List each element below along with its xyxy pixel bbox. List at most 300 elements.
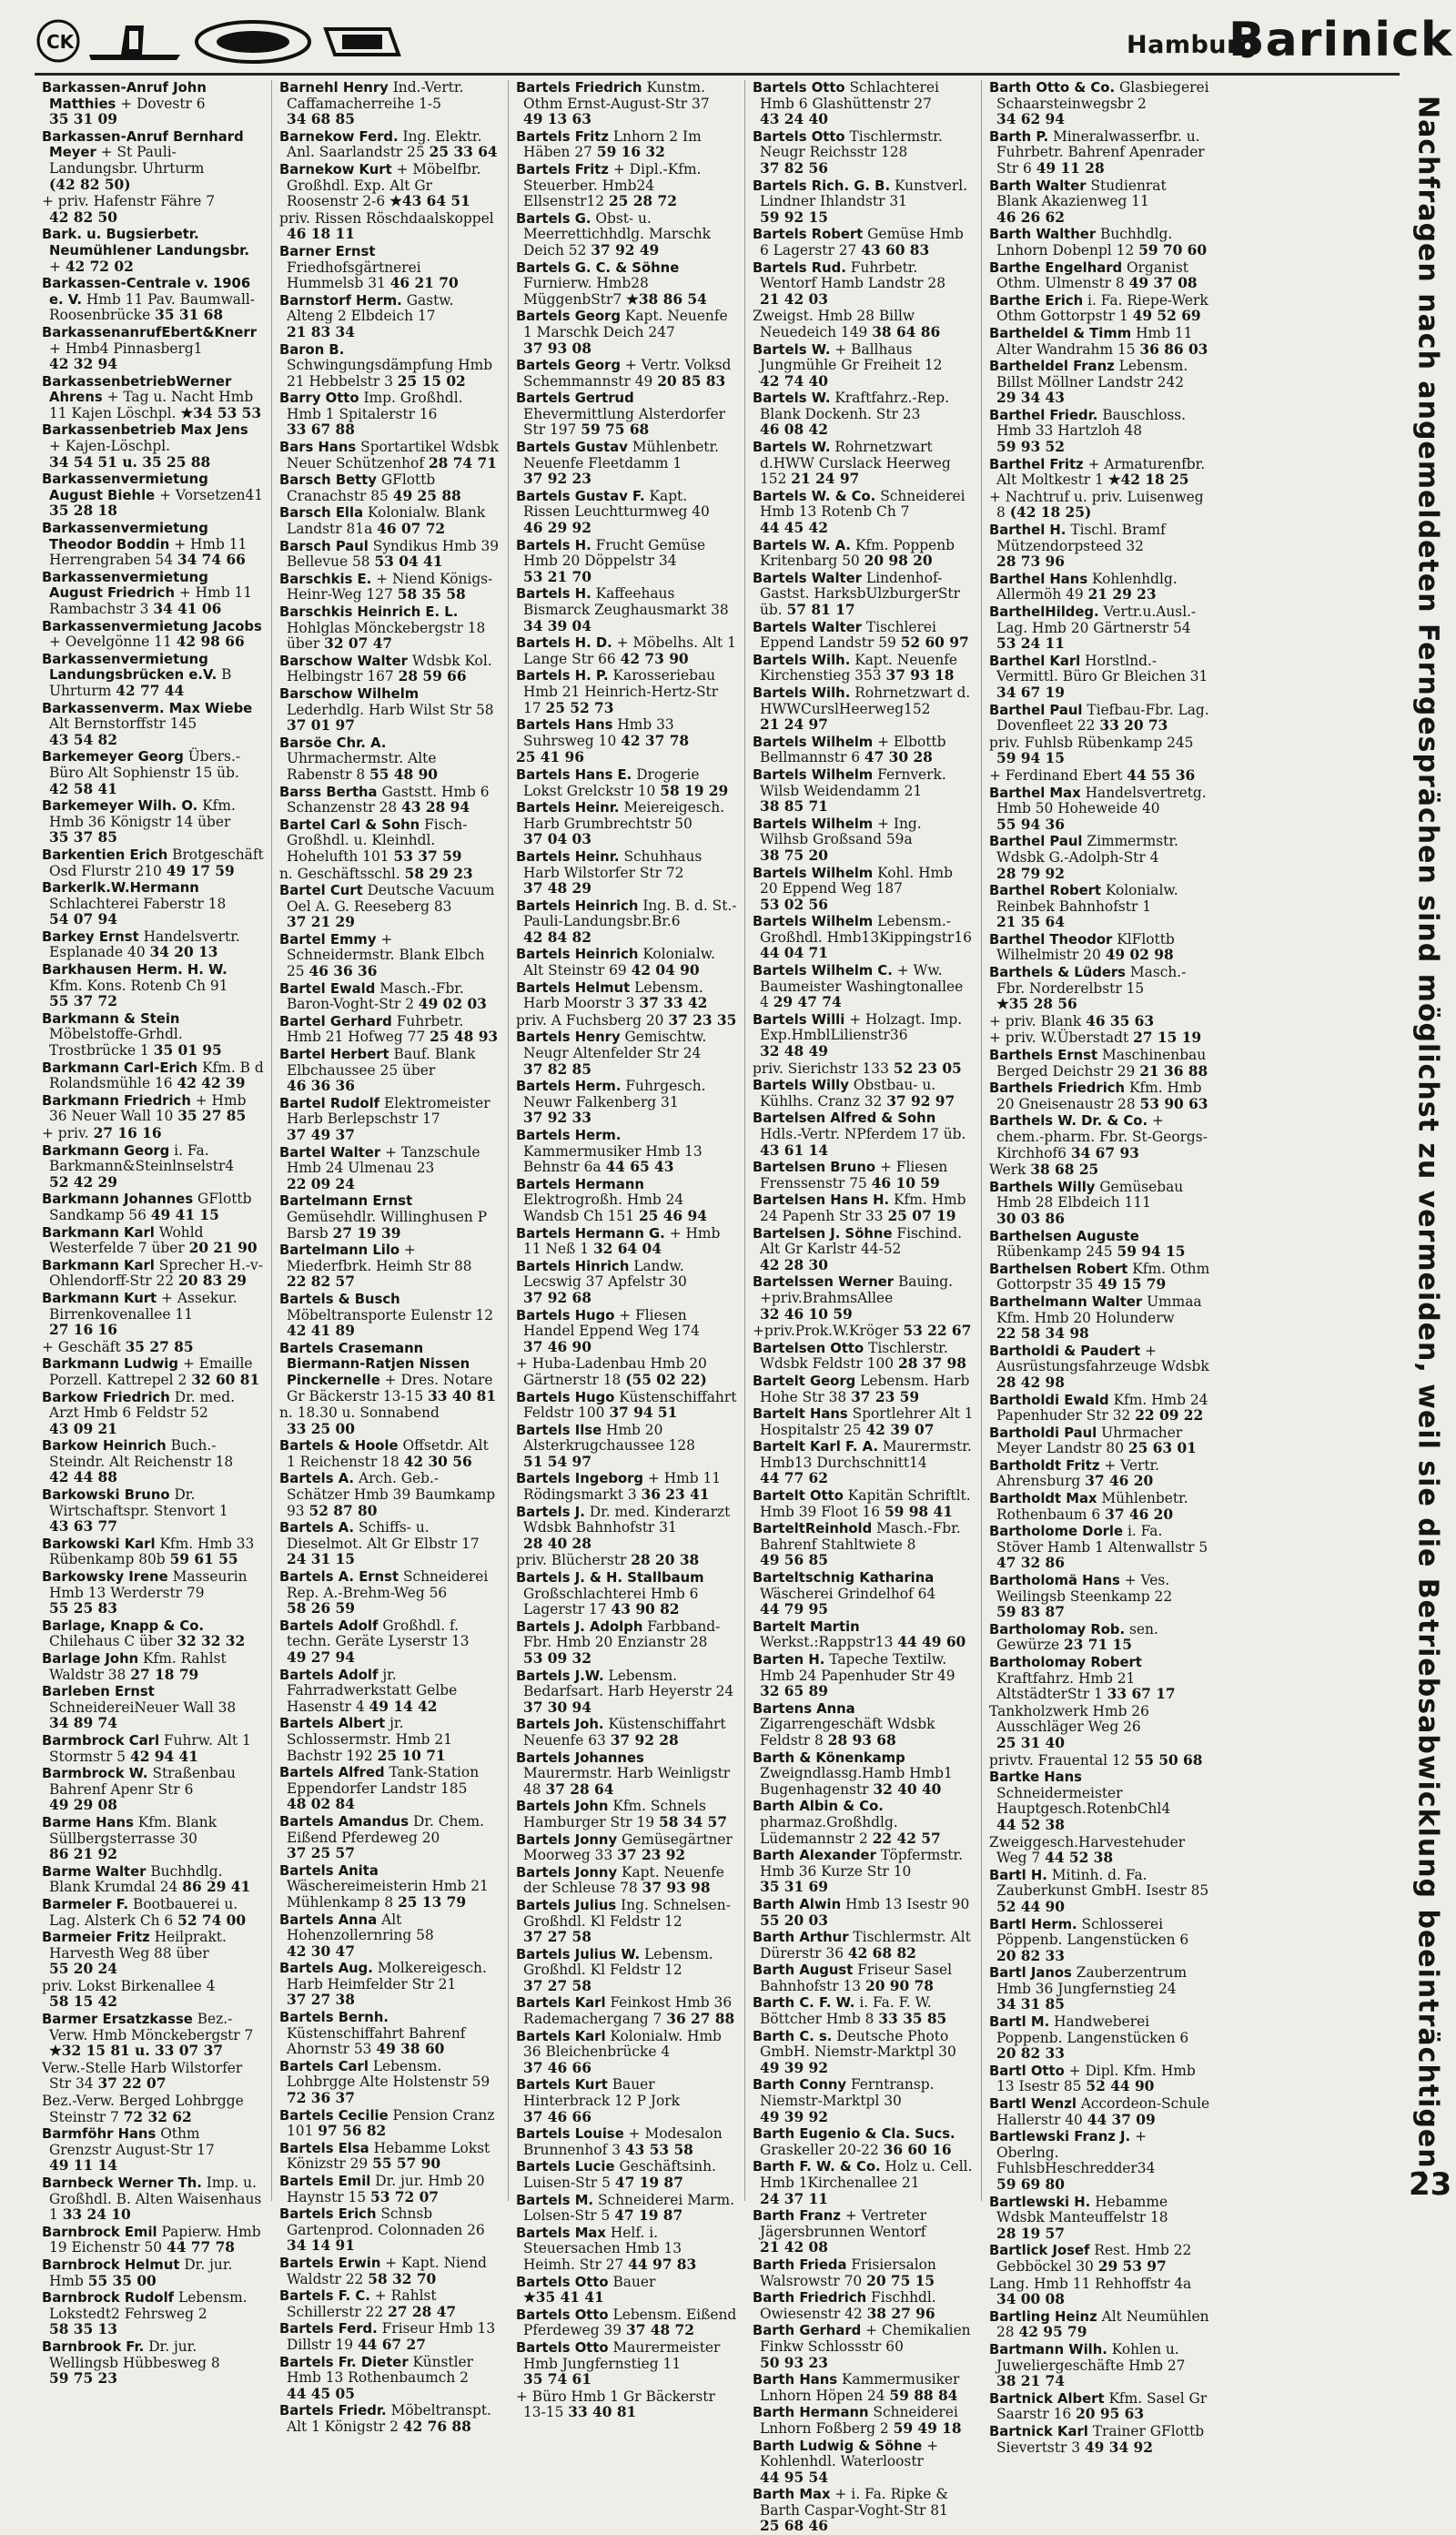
entry-name: Bartnick Albert bbox=[989, 2390, 1105, 2407]
entry-phone-number: 52 74 00 bbox=[177, 1911, 247, 1929]
entry-details: Schneiderei Rep. A.-Brehm-Weg 56 bbox=[287, 1568, 489, 1601]
directory-entry bbox=[42, 422, 264, 471]
directory-entry bbox=[989, 129, 1210, 177]
directory-entry bbox=[753, 260, 974, 309]
entry-details: Zweigst. Hmb 28 Billw Neuedeich 149 bbox=[753, 308, 915, 340]
entry-details: Elektromeister Harb Berlepschstr 17 bbox=[287, 1094, 490, 1128]
entry-details: + Ferdinand Ebert bbox=[989, 766, 1123, 784]
entry-phone-number: ★34 53 53 bbox=[180, 404, 262, 421]
entry-phone-number: 59 88 84 bbox=[889, 2387, 958, 2404]
entry-name: Barkmann Kurt bbox=[42, 1290, 157, 1306]
entry-name: Bartels W. bbox=[753, 341, 831, 358]
entry-phone-number: 37 23 35 bbox=[668, 1011, 737, 1029]
directory-entry bbox=[516, 1356, 737, 1388]
entry-details: Bauer bbox=[612, 2273, 656, 2290]
entry-details: Maurermstr. Hmb13 Durchschnitt14 bbox=[760, 1438, 972, 1471]
entry-phone-number: (55 02 22) bbox=[625, 1371, 707, 1388]
directory-entry bbox=[989, 1573, 1210, 1621]
entry-name: Bartels Rud. bbox=[753, 259, 846, 276]
entry-phone-number: 58 35 13 bbox=[49, 2321, 117, 2338]
entry-name: Barth P. bbox=[989, 128, 1049, 145]
entry-details: Brotgeschäft Osd Flurstr 210 bbox=[49, 846, 264, 879]
entry-phone-number: (42 18 25) bbox=[1009, 504, 1092, 522]
directory-entry bbox=[42, 1766, 264, 1814]
entry-details: Handelsvertr. Esplanade 40 bbox=[49, 928, 240, 961]
entry-name: Barthel Friedr. bbox=[989, 407, 1098, 423]
entry-name: Barkmann & Stein bbox=[42, 1010, 180, 1027]
entry-phone-number: 33 24 10 bbox=[62, 2206, 131, 2224]
entry-phone-number: 55 94 36 bbox=[996, 816, 1065, 833]
entry-details: Gemüsehdlr. Willinghusen P Barsb bbox=[287, 1208, 488, 1242]
entry-phone-number: 97 56 82 bbox=[318, 2123, 387, 2140]
entry-phone-number: 36 86 03 bbox=[1139, 340, 1208, 358]
entry-name: Bartelt Hans bbox=[753, 1406, 848, 1423]
entry-phone-number: 52 44 90 bbox=[1086, 2078, 1155, 2095]
entry-name: Bartholome Dorle bbox=[989, 1524, 1124, 1540]
entry-details: Karosseriebau Hmb 21 Heinrich-Hertz-Str 17 bbox=[523, 667, 719, 716]
entry-name: Bartels Otto bbox=[516, 2307, 609, 2323]
entry-phone-number: 21 83 34 bbox=[287, 323, 355, 340]
entry-phone-number: 55 57 90 bbox=[372, 2155, 441, 2173]
directory-entry bbox=[42, 374, 264, 422]
entry-phone-number: 49 25 88 bbox=[392, 487, 461, 504]
directory-entry bbox=[753, 1192, 974, 1224]
directory-entry bbox=[516, 309, 737, 357]
directory-entry bbox=[279, 1096, 500, 1144]
directory-entry bbox=[279, 1716, 500, 1764]
entry-details: Zweiggesch.Harvestehuder Weg 7 bbox=[989, 1833, 1186, 1867]
entry-phone-number: 20 82 33 bbox=[996, 1947, 1065, 1964]
entry-phone-number: 59 75 23 bbox=[49, 2370, 117, 2388]
entry-phone-number: 52 42 29 bbox=[49, 1173, 117, 1191]
entry-details: + Hmb 36 Neuer Wall 10 bbox=[49, 1091, 247, 1125]
directory-entry bbox=[753, 1061, 974, 1078]
directory-entry bbox=[753, 1439, 974, 1487]
directory-entry bbox=[516, 440, 737, 488]
entry-phone-number: 57 81 17 bbox=[786, 602, 855, 618]
directory-entry bbox=[753, 2159, 974, 2207]
entry-name: Barthe Engelhard bbox=[989, 259, 1123, 276]
directory-entry bbox=[753, 129, 974, 177]
entry-phone-number: 37 92 49 bbox=[591, 241, 660, 259]
entry-details: KlFlottb Wilhelmistr 20 bbox=[996, 930, 1175, 964]
directory-entry bbox=[516, 1995, 737, 2027]
entry-phone-number: 25 68 46 bbox=[760, 2518, 828, 2535]
entry-name: Bartel Ewald bbox=[279, 980, 376, 997]
entry-name: Bartholdt Fritz bbox=[989, 1457, 1100, 1474]
directory-entry bbox=[753, 440, 974, 488]
entry-name: Barme Walter bbox=[42, 1863, 147, 1880]
entry-name: Bartels J. Adolph bbox=[516, 1618, 643, 1635]
directory-entry bbox=[753, 2077, 974, 2125]
entry-phone-number: 36 27 88 bbox=[666, 2011, 735, 2028]
entry-details: Kfm. Rahlst Waldstr 38 bbox=[49, 1650, 227, 1683]
entry-details: + Oevelgönne 11 bbox=[49, 634, 172, 651]
entry-phone-number: 47 19 87 bbox=[614, 2175, 683, 2191]
entry-phone-number: 72 36 37 bbox=[287, 2090, 355, 2107]
entry-name: Barth Arthur bbox=[753, 1930, 849, 1946]
entry-phone-number: ★35 41 41 bbox=[523, 2289, 604, 2307]
entry-name: Barthel Paul bbox=[989, 834, 1083, 850]
directory-entry bbox=[42, 1618, 264, 1650]
entry-phone-number: 25 63 01 bbox=[1127, 1440, 1197, 1457]
entry-name: Barkerlk.W.Hermann bbox=[42, 880, 199, 897]
entry-name: Bartels J. bbox=[516, 1504, 585, 1520]
entry-name: Bartels Georg bbox=[516, 309, 621, 325]
entry-phone-number: 34 67 19 bbox=[996, 684, 1065, 701]
directory-column bbox=[508, 79, 744, 2421]
directory-entry bbox=[753, 866, 974, 914]
entry-details: Kohl. Hmb 20 Eppend Weg 187 bbox=[760, 864, 953, 897]
entry-phone-number: 42 04 90 bbox=[631, 962, 700, 979]
directory-entry bbox=[989, 359, 1210, 407]
entry-name: Barthel Theodor bbox=[989, 931, 1113, 948]
entry-name: Barth Gerhard bbox=[753, 2323, 862, 2339]
entry-name: Bartelt Georg bbox=[753, 1373, 856, 1389]
entry-name: Barschkis E. bbox=[279, 571, 372, 587]
entry-details: Kohlenhdlg. Allermöh 49 bbox=[996, 570, 1178, 603]
entry-details: Fischhdl. Owiesenstr 42 bbox=[760, 2289, 936, 2322]
entry-details: + Vorsetzen41 bbox=[159, 486, 264, 503]
entry-details: Tischl. Bramf Mützendorpsteed 32 bbox=[996, 522, 1166, 554]
entry-name: Bartels Adolf bbox=[279, 1617, 379, 1634]
entry-name: Barkemeyer Georg bbox=[42, 749, 184, 766]
entry-details: Kfm. Blank Süllbergsterrasse 30 bbox=[49, 1813, 217, 1847]
entry-phone-number: 47 32 86 bbox=[996, 1555, 1065, 1572]
entry-details: Lebensm. Eißend Pferdeweg 39 bbox=[523, 2306, 737, 2339]
directory-entry bbox=[753, 1012, 974, 1060]
entry-phone-number: 37 92 23 bbox=[523, 471, 592, 488]
entry-details: Schiffs- u. Dieselmot. Alt Gr Elbstr 17 bbox=[287, 1519, 480, 1552]
directory-entry bbox=[989, 1080, 1210, 1112]
entry-name: Bartels Anita bbox=[279, 1862, 379, 1879]
side-notice bbox=[1406, 96, 1450, 2181]
entry-details: Schneidermeister Hauptgesch.RotenbChl4 bbox=[996, 1784, 1171, 1818]
directory-entry bbox=[989, 1835, 1210, 1867]
entry-details: + priv. bbox=[42, 1125, 89, 1141]
entry-details: Deutsche Vacuum Oel A. G. Reeseberg 83 bbox=[287, 882, 495, 915]
entry-phone-number: 44 52 38 bbox=[1045, 1850, 1114, 1867]
entry-name: Barth Walther bbox=[989, 227, 1097, 243]
entry-name: Barleben Ernst bbox=[42, 1684, 155, 1700]
entry-phone-number: 58 15 42 bbox=[49, 1993, 117, 2011]
entry-details: + bbox=[49, 258, 61, 275]
directory-entry bbox=[516, 586, 737, 634]
entry-name: Barthels W. Dr. & Co. bbox=[989, 1113, 1148, 1130]
entry-details: Geschäftsinh. Luisen-Str 5 bbox=[523, 2158, 716, 2191]
entry-phone-number: 36 60 16 bbox=[883, 2141, 952, 2158]
directory-entry bbox=[989, 1344, 1210, 1392]
entry-name: Barth Walter bbox=[989, 177, 1087, 194]
entry-phone-number: 32 07 47 bbox=[324, 635, 393, 653]
entry-details: Dr. jur. Hmb 20 Haynstr 15 bbox=[287, 2173, 485, 2205]
directory-entry bbox=[753, 1848, 974, 1896]
directory-entry bbox=[989, 2129, 1210, 2193]
directory-entry bbox=[279, 129, 500, 161]
entry-phone-number: 49 02 03 bbox=[418, 996, 487, 1013]
directory-entry bbox=[279, 2141, 500, 2173]
entry-phone-number: 59 92 15 bbox=[760, 208, 828, 226]
entry-phone-number: 42 84 82 bbox=[523, 928, 592, 946]
entry-name: Barnbrock Helmut bbox=[42, 2256, 180, 2273]
entry-phone-number: 37 49 37 bbox=[287, 1127, 355, 1143]
entry-name: Bartels Wilhelm bbox=[753, 734, 874, 750]
directory-entry bbox=[279, 883, 500, 931]
directory-entry bbox=[753, 2257, 974, 2289]
entry-details: Frucht Gemüse Hmb 20 Döppelstr 34 bbox=[523, 536, 706, 570]
entry-phone-number: 37 93 18 bbox=[885, 667, 955, 684]
directory-entry bbox=[42, 1340, 264, 1356]
entry-name: Barthelsen Robert bbox=[989, 1261, 1128, 1277]
entry-details: Hmb 33 Suhrsweg 10 bbox=[523, 716, 674, 749]
entry-name: Bartels G. bbox=[516, 210, 592, 227]
entry-details: Lederhdlg. Harb Wilst Str 58 bbox=[287, 701, 494, 718]
directory-entry bbox=[753, 571, 974, 619]
entry-name: Barnstorf Herm. bbox=[279, 292, 402, 309]
entry-phone-number: 58 26 59 bbox=[287, 1600, 355, 1617]
entry-phone-number: 32 32 32 bbox=[177, 1633, 246, 1650]
entry-name: Bartels Gertrud bbox=[516, 390, 634, 407]
entry-details: Buch.-Steindr. Alt Reichenstr 18 bbox=[49, 1437, 234, 1470]
directory-entry bbox=[753, 538, 974, 570]
entry-name: Barthel Max bbox=[989, 785, 1081, 801]
entry-details: Bauer Hinterbrack 12 P Jork bbox=[523, 2076, 680, 2110]
entry-name: Bartels H. P. bbox=[516, 668, 609, 684]
directory-entry bbox=[516, 1865, 737, 1897]
entry-details: + priv. Hafenstr Fähre 7 bbox=[42, 193, 216, 210]
header-rule bbox=[35, 73, 1400, 76]
entry-details: + Rahlst Schillerstr 22 bbox=[287, 2287, 437, 2320]
directory-entry bbox=[279, 472, 500, 504]
entry-phone-number: 42 74 40 bbox=[760, 372, 828, 390]
entry-phone-number: 55 37 72 bbox=[49, 993, 117, 1010]
directory-entry bbox=[989, 1113, 1210, 1161]
entry-name: Bartel Carl & Sohn bbox=[279, 816, 420, 833]
entry-details: Sportartikel Wdsbk Neuer Schützenhof bbox=[287, 439, 499, 472]
directory-entry bbox=[989, 735, 1210, 767]
directory-entry bbox=[989, 1180, 1210, 1228]
directory-entry bbox=[42, 521, 264, 569]
directory-entry bbox=[989, 1917, 1210, 1965]
directory-entry bbox=[989, 457, 1210, 489]
directory-entry bbox=[753, 963, 974, 1011]
entry-name: Bartels Julius bbox=[516, 1897, 617, 1913]
entry-name: Bartels Max bbox=[516, 2225, 606, 2241]
entry-phone-number: 59 49 18 bbox=[893, 2419, 962, 2437]
entry-details: Ind.-Vertr. Caffamacherreihe 1-5 bbox=[287, 79, 464, 112]
directory-entry bbox=[279, 1242, 500, 1291]
entry-details: Bauing. +priv.BrahmsAllee bbox=[760, 1273, 953, 1306]
entry-details: Fisch-Großhdl. u. Kleinhdl. Hohelufth 101 bbox=[287, 816, 468, 865]
entry-details: Möbelstoffe-Grhdl. Trostbrücke 1 bbox=[49, 1026, 183, 1060]
page-header bbox=[35, 13, 1453, 69]
entry-details: Gemüsegärtner Moorweg 33 bbox=[523, 1830, 733, 1864]
directory-entry bbox=[279, 654, 500, 685]
entry-details: Kunstm. Othm Ernst-August-Str 37 bbox=[523, 79, 710, 112]
entry-name: Barnbrock Emil bbox=[42, 2224, 157, 2240]
entry-name: Barlage John bbox=[42, 1651, 139, 1667]
entry-phone-number: 22 09 24 bbox=[287, 1175, 355, 1192]
directory-entry bbox=[989, 1458, 1210, 1490]
entry-name: Bartelt Otto bbox=[753, 1488, 844, 1505]
entry-name: Barsch Ella bbox=[279, 505, 364, 522]
directory-entry bbox=[989, 1425, 1210, 1457]
entry-name: Bartels Wilhelm bbox=[753, 766, 874, 783]
entry-details: Lebensm. Großhdl. Kl Feldstr 12 bbox=[523, 1945, 713, 1979]
directory-entry bbox=[989, 786, 1210, 834]
entry-phone-number: 46 10 59 bbox=[871, 1174, 940, 1191]
directory-entry bbox=[516, 1750, 737, 1799]
entry-details: Masch.-Fbr. Bahrenf Stahltwiete 8 bbox=[760, 1520, 961, 1553]
entry-name: Bartelt Martin bbox=[753, 1618, 860, 1635]
entry-phone-number: 49 15 79 bbox=[1097, 1276, 1167, 1293]
entry-phone-number: 72 32 62 bbox=[123, 2108, 192, 2125]
entry-name: BarkassenanrufEbert&Knerr bbox=[42, 324, 257, 340]
entry-phone-number: 27 16 16 bbox=[93, 1125, 162, 1141]
directory-entry bbox=[753, 1323, 974, 1340]
entry-details: Heilprakt. Harvesth Weg 88 über bbox=[49, 1929, 227, 1962]
entry-name: Bartholdi Ewald bbox=[989, 1392, 1109, 1408]
entry-phone-number: 28 93 68 bbox=[827, 1731, 896, 1749]
entry-phone-number: 25 15 02 bbox=[397, 372, 466, 390]
entry-details: sen. Gewürze bbox=[996, 1620, 1158, 1654]
entry-phone-number: 43 09 21 bbox=[49, 1420, 117, 1437]
directory-entry bbox=[516, 1799, 737, 1830]
entry-details: Tapeche Textilw. Hmb 24 Papenhuder Str 49 bbox=[760, 1651, 956, 1684]
entry-details: Hebamme Lokst Könizstr 29 bbox=[287, 2139, 490, 2173]
entry-details: + Hmb 11 Neß 1 bbox=[523, 1224, 721, 1258]
directory-entry bbox=[279, 1618, 500, 1667]
entry-phone-number: 37 23 92 bbox=[617, 1847, 686, 1864]
entry-name: Bartels Georg bbox=[516, 358, 621, 374]
entry-phone-number: 49 41 15 bbox=[150, 1206, 219, 1223]
directory-entry bbox=[989, 1704, 1210, 1752]
entry-name: BarkassenbetriebWerner Ahrens bbox=[42, 373, 232, 406]
directory-entry bbox=[516, 1390, 737, 1422]
entry-name: Bartelt Karl F. A. bbox=[753, 1439, 878, 1455]
entry-name: Bartels W. A. bbox=[753, 537, 851, 553]
entry-name: Barmer Ersatzkasse bbox=[42, 2012, 193, 2028]
entry-details: + Chemikalien Finkw Schlossstr 60 bbox=[760, 2322, 971, 2355]
entry-phone-number: 42 98 66 bbox=[176, 634, 245, 651]
entry-phone-number: 27 18 79 bbox=[130, 1666, 199, 1683]
entry-name: Barthels Friedrich bbox=[989, 1080, 1126, 1097]
entry-phone-number: 38 21 74 bbox=[996, 2373, 1065, 2390]
entry-details: + Ing. Wilhsb Großsand 59a bbox=[760, 815, 922, 848]
entry-details: Schlachterei Faberstr 18 bbox=[49, 895, 227, 912]
entry-name: Barthel Paul bbox=[989, 702, 1083, 718]
entry-phone-number: 59 75 68 bbox=[581, 421, 650, 439]
entry-phone-number: 20 75 15 bbox=[866, 2272, 935, 2289]
directory-entry bbox=[42, 570, 264, 618]
entry-phone-number: 49 56 85 bbox=[760, 1552, 828, 1569]
entry-phone-number: 24 31 15 bbox=[287, 1551, 355, 1568]
entry-phone-number: 37 28 64 bbox=[545, 1780, 614, 1798]
entry-name: Bartels Hans bbox=[516, 717, 613, 734]
entry-phone-number: 38 64 86 bbox=[872, 323, 941, 340]
entry-phone-number: 25 41 96 bbox=[516, 749, 584, 766]
entry-name: Bars Hans bbox=[279, 440, 357, 456]
entry-details: Wohld Westerfelde 7 über bbox=[49, 1223, 204, 1257]
header-logos bbox=[35, 13, 435, 69]
entry-phone-number: 34 41 06 bbox=[153, 601, 222, 617]
directory-entry bbox=[516, 1898, 737, 1946]
entry-details: + St Pauli-Landungsbr. Uhrturm bbox=[49, 144, 205, 177]
entry-details: Friseur Sasel Bahnhofstr 13 bbox=[760, 1962, 952, 1994]
entry-name: Barth Alexander bbox=[753, 1848, 876, 1864]
entry-details: Lebensm. Bedarfsart. Harb Heyerstr 24 bbox=[523, 1667, 734, 1700]
entry-details: Hmb 20 Alsterkrugchaussee 128 bbox=[523, 1421, 695, 1455]
entry-phone-number: 55 48 90 bbox=[369, 766, 439, 783]
entry-phone-number: 32 60 81 bbox=[191, 1371, 260, 1388]
entry-phone-number: 24 37 11 bbox=[760, 2190, 828, 2207]
entry-name: Barkassenvermietung Landungsbrücken e.V. bbox=[42, 651, 217, 684]
entry-phone-number: 35 01 95 bbox=[153, 1042, 222, 1060]
entry-details: priv. Rissen Röschdaalskoppel bbox=[279, 209, 494, 227]
entry-details: Holz u. Cell. Hmb 1Kirchenallee 21 bbox=[760, 2158, 973, 2191]
entry-details: Arch. Geb.-Schätzer Hmb 39 Baumkamp 93 bbox=[287, 1470, 496, 1519]
entry-details: Kammermusiker Lnhorn Höpen 24 bbox=[760, 2371, 960, 2404]
entry-name: Bartelssen Werner bbox=[753, 1274, 895, 1291]
entry-phone-number: 42 42 39 bbox=[177, 1075, 246, 1092]
entry-details: Tischlermstr. Neugr Reichsstr 128 bbox=[760, 127, 943, 161]
directory-entry bbox=[989, 1294, 1210, 1343]
entry-name: Barth Friedrich bbox=[753, 2290, 867, 2307]
directory-entry bbox=[989, 1769, 1210, 1833]
entry-phone-number: 34 89 74 bbox=[49, 1715, 117, 1732]
entry-phone-number: 53 09 32 bbox=[523, 1650, 592, 1667]
entry-name: Bartels H. D. bbox=[516, 635, 612, 652]
entry-name: Barth Eugenio & Cla. Sucs. bbox=[753, 2126, 956, 2143]
entry-phone-number: 44 55 36 bbox=[1127, 766, 1196, 784]
directory-entry bbox=[279, 505, 500, 537]
directory-entry bbox=[516, 2159, 737, 2191]
entry-phone-number: 43 28 94 bbox=[401, 799, 470, 816]
entry-details: Kunstverl. Lindner Ihlandstr 31 bbox=[760, 177, 968, 210]
directory-entry bbox=[279, 211, 500, 243]
entry-name: Bartels J. & H. Stallbaum bbox=[516, 1570, 704, 1587]
entry-name: Bartel Walter bbox=[279, 1144, 381, 1161]
entry-details: Kfm. Hmb 36 Königstr 14 über bbox=[49, 797, 236, 830]
entry-phone-number: 43 60 83 bbox=[861, 241, 930, 259]
entry-phone-number: 42 39 07 bbox=[865, 1421, 935, 1438]
entry-phone-number: 50 93 23 bbox=[760, 2354, 828, 2371]
entry-details: Mitinh. d. Fa. Zauberkunst GmbH. Isestr 85 bbox=[996, 1866, 1209, 1900]
entry-phone-number: 30 03 86 bbox=[996, 1210, 1065, 1227]
directory-entry bbox=[516, 1423, 737, 1471]
directory-entry bbox=[516, 80, 737, 128]
entry-name: Bartels Wilhelm bbox=[753, 914, 874, 930]
entry-name: Bartelsen J. Söhne bbox=[753, 1225, 893, 1242]
entry-name: Bark. u. Bugsierbetr. Neumühlener Landungsbr. bbox=[42, 227, 249, 259]
entry-name: Bartels Gustav bbox=[516, 440, 628, 456]
entry-phone-number: 32 65 89 bbox=[760, 1683, 828, 1700]
entry-phone-number: 33 67 88 bbox=[287, 421, 355, 439]
entry-name: Baron B. bbox=[279, 341, 345, 358]
entry-name: Bartels Fritz bbox=[516, 128, 609, 145]
directory-entry bbox=[279, 2288, 500, 2320]
entry-details: Masseurin Hmb 13 Werderstr 79 bbox=[49, 1568, 248, 1601]
entry-name: Bartels Robert bbox=[753, 227, 864, 243]
directory-entry bbox=[279, 867, 500, 883]
directory-entry bbox=[516, 1079, 737, 1127]
entry-name: Bartels Karl bbox=[516, 1995, 606, 2012]
directory-entry bbox=[279, 932, 500, 980]
directory-entry bbox=[42, 2257, 264, 2289]
entry-details: Dr. jur. Hmb bbox=[49, 2256, 233, 2289]
entry-details: Furnierw. Hmb28 MüggenbStr7 bbox=[523, 275, 649, 308]
entry-details: Möbeltranspt. Alt 1 Königstr 2 bbox=[287, 2402, 491, 2435]
